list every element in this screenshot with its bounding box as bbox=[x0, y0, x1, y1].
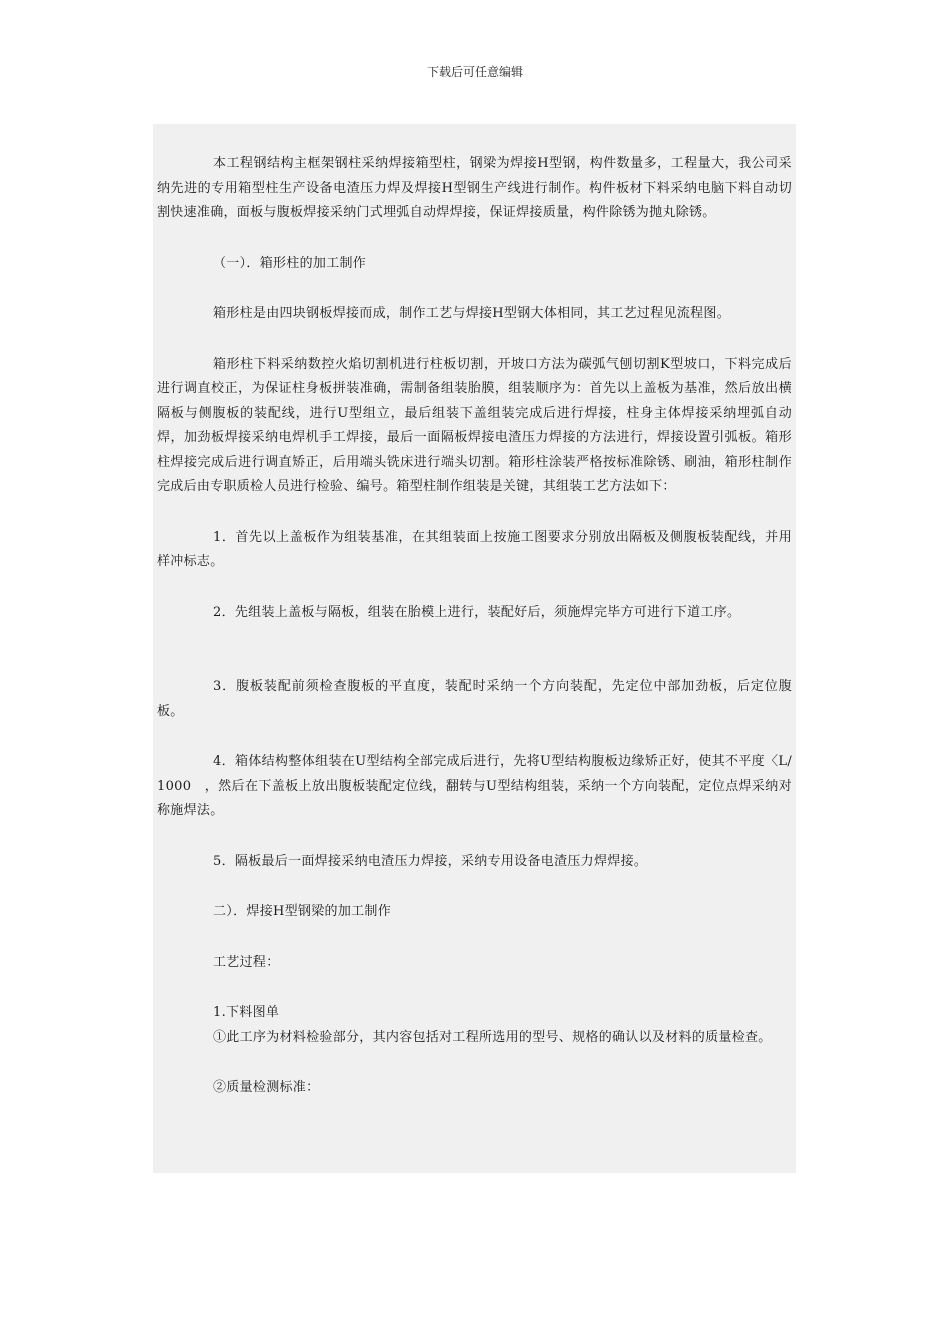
sub1-item-2: ②质量检测标准： bbox=[213, 1080, 320, 1095]
sub1-item-1: ①此工序为材料检验部分，其内容包括对工程所选用的型号、规格的确认以及材料的质量检查。 bbox=[213, 1029, 772, 1045]
step-4: 4．箱体结构整体组装在U型结构全部完成后进行，先将U型结构腹板边缘矫正好，使其不平度〈L/1000 ，然后在下盖板上放出腹板装配定位线，翻转与U型结构组装，采纳一个方向装配，定位点焊采纳对称施焊法。 bbox=[157, 754, 792, 818]
step-2: 2．先组装上盖板与隔板，组装在胎模上进行，装配好后，须施焊完毕方可进行下道工序。 bbox=[213, 604, 741, 620]
process-label: 工艺过程： bbox=[213, 954, 280, 970]
step-1: 1．首先以上盖板作为组装基准，在其组装面上按施工图要求分别放出隔板及侧腹板装配线，并用样冲标志。 bbox=[157, 529, 792, 569]
page-header: 下载后可任意编辑 bbox=[426, 65, 523, 79]
intro-paragraph: 本工程钢结构主框架钢柱采纳焊接箱型柱，钢梁为焊接H型钢，构件数量多，工程量大，我公司采纳先进的专用箱型柱生产设备电渣压力焊及焊接H型钢生产线进行制作。构件板材下料采纳电脑下料自动切割快速准确，面板与腹板焊接采纳门式埋弧自动焊焊接，保证焊接质量，构件除锈为抛丸除锈。 bbox=[157, 156, 792, 220]
step-5: 5．隔板最后一面焊接采纳电渣压力焊接，采纳专用设备电渣压力焊焊接。 bbox=[213, 853, 648, 869]
sub1-title: 1.下料图单 bbox=[213, 1005, 280, 1020]
document-body bbox=[153, 124, 796, 1173]
section1-paragraph-1: 箱形柱是由四块钢板焊接而成，制作工艺与焊接H型钢大体相同，其工艺过程见流程图。 bbox=[213, 306, 731, 321]
section2-title: 二）．焊接H型钢梁的加工制作 bbox=[213, 904, 392, 919]
section1-title: （一）．箱形柱的加工制作 bbox=[213, 255, 367, 271]
step-3: 3．腹板装配前须检查腹板的平直度，装配时采纳一个方向装配，先定位中部加劲板，后定位腹板。 bbox=[157, 679, 792, 719]
section1-paragraph-2: 箱形柱下料采纳数控火焰切割机进行柱板切割，开坡口方法为碳弧气刨切割K型坡口，下料完成后进行调直校正，为保证柱身板拼装准确，需制备组装胎膜，组装顺序为：首先以上盖板为基准，然后放出横隔板与侧腹板的装配线，进行U型组立，最后组装下盖组装完成后进行焊接，柱身主体焊接采纳埋弧自动焊，加劲板焊接采纳电焊机手工焊接，最后一面隔板焊接电渣压力焊接的方法进行，焊接设置引弧板。箱形柱焊接完成后进行调直矫正，后用端头铣床进行端头切割。箱形柱涂装严格按标准除锈、刷油，箱形柱制作完成后由专职质检人员进行检验、编号。箱型柱制作组装是关键，其组装工艺方法如下： bbox=[157, 356, 792, 494]
